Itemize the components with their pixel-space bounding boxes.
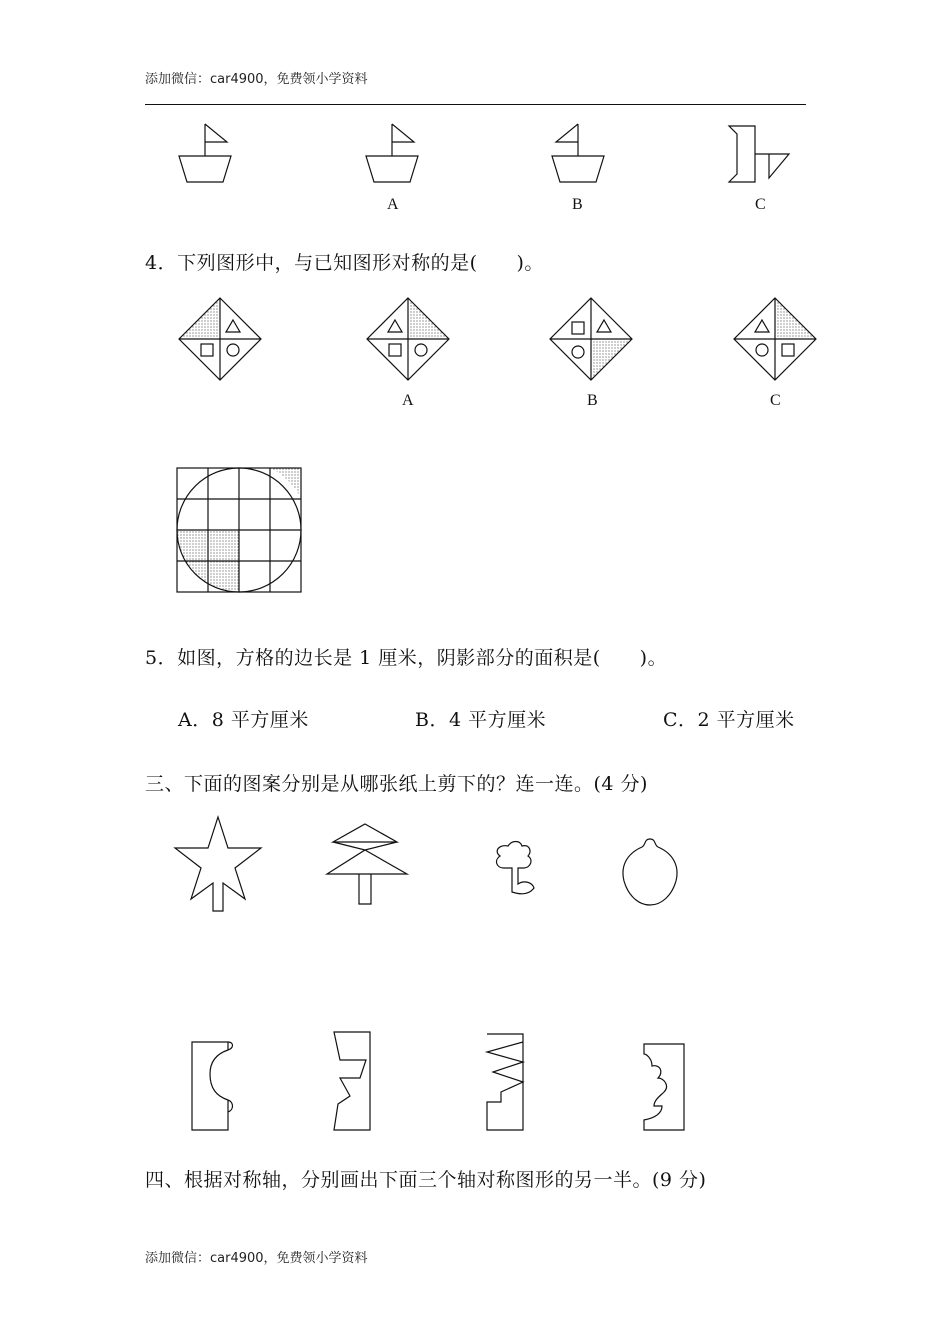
tree-shape[interactable] bbox=[325, 822, 410, 907]
grid-circle-figure bbox=[177, 468, 302, 593]
section-3-heading: 三、下面的图案分别是从哪张纸上剪下的？连一连。(4 分) bbox=[145, 773, 648, 795]
paper-3[interactable] bbox=[483, 1032, 533, 1137]
q4-option-c-label: C bbox=[770, 392, 781, 409]
boat-option-c[interactable] bbox=[725, 120, 805, 190]
boat-option-b[interactable] bbox=[548, 120, 618, 190]
question-4: 4．下列图形中，与已知图形对称的是( )。 bbox=[145, 252, 544, 274]
boat-given-figure bbox=[175, 120, 245, 190]
star-shape[interactable] bbox=[175, 815, 265, 915]
question-5: 5．如图，方格的边长是 1 厘米，阴影部分的面积是( )。 bbox=[145, 647, 668, 669]
flower-shape[interactable] bbox=[490, 840, 540, 905]
q5-choice-a[interactable]: A．8 平方厘米 bbox=[178, 709, 309, 731]
header-divider bbox=[145, 104, 806, 105]
diamond-option-b[interactable] bbox=[548, 296, 636, 384]
q3-option-a-label: A bbox=[387, 196, 399, 213]
paper-4[interactable] bbox=[640, 1042, 690, 1137]
q3-option-c-label: C bbox=[755, 196, 766, 213]
paper-2[interactable] bbox=[330, 1030, 380, 1135]
q5-choice-b[interactable]: B．4 平方厘米 bbox=[415, 709, 547, 731]
diamond-option-c[interactable] bbox=[732, 296, 820, 384]
boat-option-a[interactable] bbox=[362, 120, 432, 190]
page-header: 添加微信：car4900，免费领小学资料 bbox=[145, 72, 368, 87]
lemon-shape[interactable] bbox=[620, 835, 685, 910]
q5-choice-c[interactable]: C．2 平方厘米 bbox=[663, 709, 795, 731]
section-4-heading: 四、根据对称轴，分别画出下面三个轴对称图形的另一半。(9 分) bbox=[145, 1169, 707, 1191]
q4-option-a-label: A bbox=[402, 392, 414, 409]
paper-1[interactable] bbox=[190, 1040, 240, 1135]
q4-option-b-label: B bbox=[587, 392, 598, 409]
page-footer: 添加微信：car4900，免费领小学资料 bbox=[145, 1251, 368, 1266]
q3-option-b-label: B bbox=[572, 196, 583, 213]
diamond-given-figure bbox=[177, 296, 265, 384]
diamond-option-a[interactable] bbox=[365, 296, 453, 384]
